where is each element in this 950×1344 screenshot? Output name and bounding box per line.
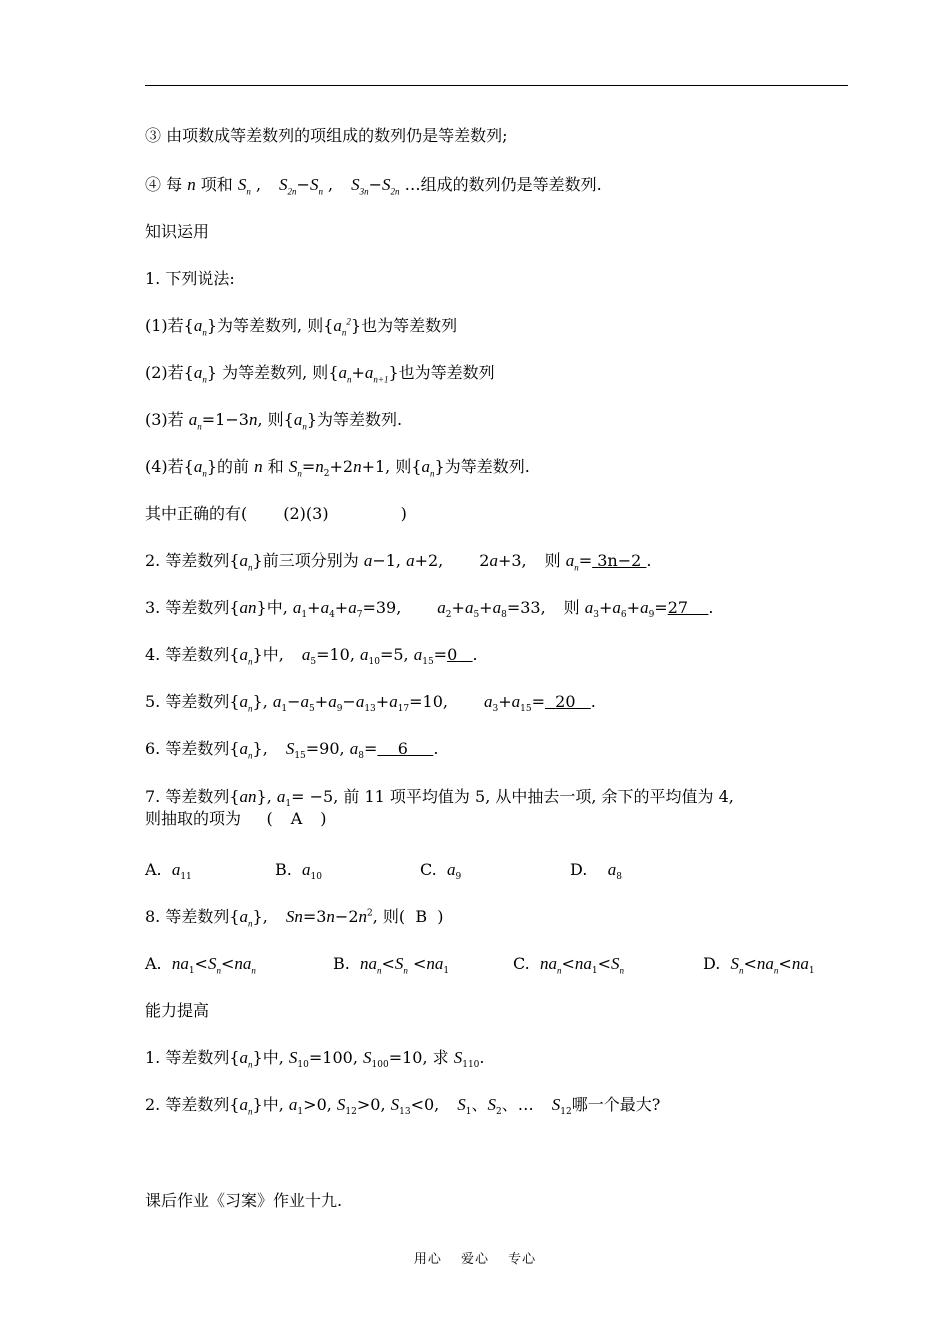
- property-4: ④ 每 n 项和 $S_n$ , $S_{2n}-S_n$ , $S_{3n}-S_{2n}$ …组成的数列仍是等差数列.: [145, 175, 602, 197]
- option-a: A. $a_{11}$: [145, 860, 192, 883]
- answer-blank: 20: [555, 692, 576, 711]
- question-8-options: [145, 953, 815, 975]
- question-1-answer: 其中正确的有( (2)(3) ): [145, 504, 407, 523]
- question-8: 8. 等差数列$\{a_n\}$, $Sn=3n-2n^2$, 则( B ): [145, 907, 444, 929]
- question-7: 7. 等差数列{an}, $a_1= -5$, 前 11 项平均值为 5, 从中抽去一项, 余下的平均值为 4, 则抽取的项为 ( A ): [145, 787, 734, 828]
- ability-question-2: 2. 等差数列$\{a_n\}$中, $a_1>0$, $S_{12}>0$, $S_{13}<0$, $S_1$、$S_2$、… $S_{12}$哪一个最大?: [145, 1095, 661, 1118]
- question-1-item-4: (4)若$\{a_n\}$的前 n 和 $S_n=n_2+2n+1$, 则$\{a_n\}$为等差数列.: [145, 457, 530, 480]
- question-1-item-3: (3)若 $a_n=1-3n$, 则$\{a_n\}$为等差数列.: [145, 410, 403, 432]
- question-4: 4. 等差数列$\{a_n\}$中, $a_5=10$, $a_{10}=5$, $a_{15}=0$ .: [145, 645, 478, 668]
- option-a: A. $na_1<S_n<na_n$: [145, 954, 256, 977]
- option-c: C. $a_9$: [420, 860, 462, 883]
- header-rule: [145, 85, 848, 86]
- option-d: D. $S_n<na_n<na_1$: [703, 954, 815, 977]
- homework: 课后作业《习案》作业十九.: [145, 1191, 343, 1210]
- property-3: ③ 由项数成等差数列的项组成的数列仍是等差数列;: [145, 126, 508, 145]
- question-1-item-2: (2)若$\{a_n\}$ 为等差数列, 则$\{a_n+a_{n+1}\}$也为等差数列: [145, 363, 495, 385]
- option-b: B. $a_{10}$: [275, 860, 322, 883]
- answer-value: (2)(3): [283, 504, 329, 523]
- option-b: B. $na_n<S_n <na_1$: [333, 954, 450, 977]
- option-d: D. $a_8$: [570, 860, 622, 883]
- question-3: 3. 等差数列{an}中, $a_1+a_4+a_7=39$, $a_2+a_5+a_8=33$, 则 $a_3+a_6+a_9=27$ .: [145, 598, 714, 621]
- question-6: 6. 等差数列$\{a_n\}$, $S_{15}=90$, $a_8=$ 6 .: [145, 739, 439, 762]
- answer-value: B: [415, 907, 428, 926]
- section-knowledge: 知识运用: [145, 222, 210, 241]
- question-1: 1. 下列说法:: [145, 269, 235, 288]
- answer-blank: 27: [667, 598, 689, 617]
- section-ability: 能力提高: [145, 1001, 210, 1020]
- answer-blank: 3n−2: [592, 551, 647, 570]
- question-7-options: [145, 859, 622, 881]
- answer-blank: 6: [397, 739, 408, 758]
- question-5: 5. 等差数列$\{a_n\}$, $a_1-a_5+a_9-a_{13}+a_{17}=10$, $a_3+a_{15}= 20$ .: [145, 692, 596, 715]
- option-c: C. $na_n<na_1<S_n$: [513, 954, 624, 977]
- footer: 用心 爱心 专心: [413, 1252, 537, 1267]
- answer-blank: 0: [447, 645, 458, 664]
- ability-question-1: 1. 等差数列$\{a_n\}$中, $S_{10}=100$, $S_{100}=10$, 求 $S_{110}$.: [145, 1048, 485, 1071]
- question-1-item-1: (1)若$\{a_n\}$为等差数列, 则$\{a_n^2\}$也为等差数列: [145, 316, 458, 338]
- answer-value: A: [290, 809, 303, 828]
- question-2: 2. 等差数列$\{a_n\}$前三项分别为 a−1, a+2, 2a+3, 则 $a_n= 3n-2$ .: [145, 551, 652, 573]
